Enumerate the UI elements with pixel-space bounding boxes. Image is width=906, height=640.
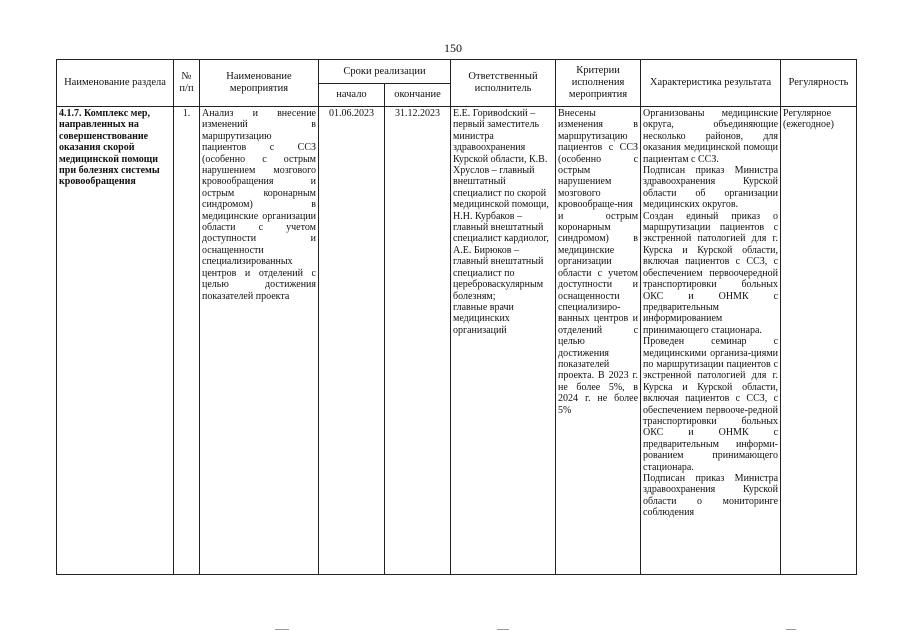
scan-artifact: [275, 629, 289, 630]
measures-table: [56, 59, 857, 575]
cell-result: [641, 107, 781, 575]
responsible-line: Н.Н. Курбаков – главный внештатный специалист кардиолог,: [453, 210, 549, 245]
header-criteria: Критерии исполнения мероприятия: [556, 60, 641, 107]
cell-responsible: [451, 107, 556, 575]
result-paragraph: Подписан приказ Министра здравоохранения Курской области об организации медицинских округов.: [643, 165, 779, 211]
cell-start-date: 01.06.2023: [319, 107, 385, 575]
responsible-line: А.Е. Бирюков – главный внештатный специалист по цереброваскулярным болезням;: [453, 244, 544, 302]
cell-regularity: Регулярное (ежегодное): [781, 107, 857, 575]
page-number: 150: [444, 41, 462, 55]
cell-number: 1.: [174, 107, 200, 575]
header-period-start: начало: [319, 84, 385, 107]
responsible-line: Е.Е. Горивodский – первый заместитель министра здравоохранения Курской области, К.В. Хруслов – главный внештатный специалист по скорой медицинской помощи,: [453, 108, 549, 211]
table-row: [57, 107, 857, 575]
header-period-end: окончание: [385, 84, 451, 107]
result-paragraph: Создан единый приказ о маршрутизации пациентов с экстренной патологией для г. Курска и Курской области, включая пациентов с ССЗ, с обеспечением первоочередной транспортировки больных ОКС и ОНМК с предварительным информированием принимающего стационара.: [643, 210, 779, 336]
header-measure-name: Наименование мероприятия: [200, 60, 319, 107]
scan-artifact: [497, 629, 509, 630]
result-paragraph: Организованы медицинские округа, объединяющие несколько районов, для оказания медицинской помощи пациентам с ССЗ.: [643, 108, 779, 165]
result-paragraph: Проведен семинар с медицинскими организа-циями по маршрутизации пациентов с экстренной патологией для г. Курска и Курской области, включая пациентов с ССЗ, с обеспечением первооче-редной транспортировки больных ОКС и ОНМК с предварительным информи-рованием принимающего стационара.: [643, 336, 779, 473]
cell-end-date: 31.12.2023: [385, 107, 451, 575]
cell-section: 4.1.7. Комплекс мер, направленных на совершенствование оказания скорой медицинской помощи при болезнях системы кровообращения: [57, 107, 174, 575]
header-responsible: Ответственный исполнитель: [451, 60, 556, 107]
header-number: № п/п: [174, 60, 200, 107]
header-section-name: Наименование раздела: [57, 60, 174, 107]
header-period: Сроки реализации: [319, 60, 451, 84]
cell-criteria: Внесены изменения в маршрутизацию пациентов с ССЗ (особенно с острым нарушением мозгового кровообраще-ния и острым коронарным синдромом) в медицинские организации области с учетом доступности и оснащенности специализиро-ванных центров и отделений с целью достижения показателей проекта. В 2023 г. не более 5%, в 2024 г. не более 5%: [556, 107, 641, 575]
scan-artifact: [786, 629, 796, 630]
header-regularity: Регулярность: [781, 60, 857, 107]
result-paragraph: Подписан приказ Министра здравоохранения Курской области о мониторинге соблюдения: [643, 473, 779, 519]
responsible-line: главные врачи медицинских организаций: [453, 301, 514, 336]
header-result: Характеристика результата: [641, 60, 781, 107]
cell-measure: Анализ и внесение изменений в маршрутизацию пациентов с ССЗ (особенно с острым нарушением мозгового кровообращения и острым коронарным синдромом) в медицинские организации области с учетом доступности и оснащенности специализированных центров и отделений с целью достижения показателей проекта: [200, 107, 319, 575]
